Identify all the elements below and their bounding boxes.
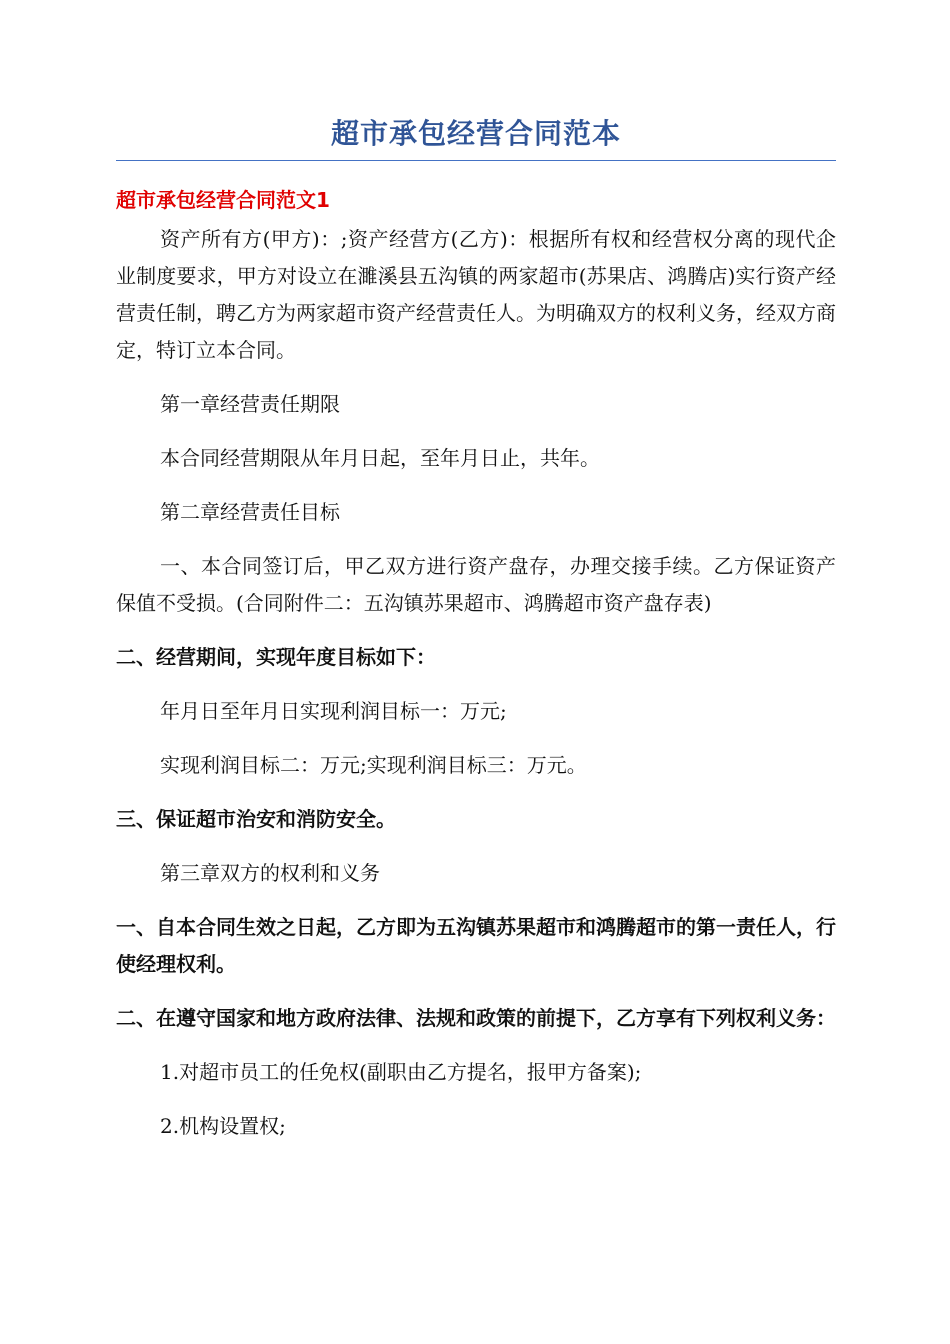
document-page <box>116 112 836 1145</box>
chapter-3-heading: 第三章双方的权利和义务 <box>160 861 380 885</box>
chapter-1-heading: 第一章经营责任期限 <box>160 392 340 416</box>
list-item: 2.机构设置权; <box>160 1114 286 1138</box>
clause-paragraph: 一、本合同签订后，甲乙双方进行资产盘存，办理交接手续。乙方保证资产保值不受损。(合同附件二：五沟镇苏果超市、鸿腾超市资产盘存表) <box>116 554 836 615</box>
preamble-paragraph: 资产所有方(甲方)：;资产经营方(乙方)：根据所有权和经营权分离的现代企业制度要求，甲方对设立在濉溪县五沟镇的两家超市(苏果店、鸿腾店)实行资产经营责任制，聘乙方为两家超市资产经营责任人。为明确双方的权利义务，经双方商定，特订立本合同。 <box>116 227 836 362</box>
target-paragraph: 年月日至年月日实现利润目标一：万元; <box>160 699 507 723</box>
clause-heading: 二、经营期间，实现年度目标如下： <box>116 645 436 669</box>
clause-heading: 三、保证超市治安和消防安全。 <box>116 807 396 831</box>
clause-heading: 二、在遵守国家和地方政府法律、法规和政策的前提下，乙方享有下列权利义务： <box>116 1006 836 1030</box>
term-paragraph: 本合同经营期限从年月日起，至年月日止，共年。 <box>160 446 600 470</box>
section-heading: 超市承包经营合同范文1 <box>116 188 330 212</box>
document-title: 超市承包经营合同范本 <box>116 112 836 161</box>
target-paragraph: 实现利润目标二：万元;实现利润目标三：万元。 <box>160 753 587 777</box>
clause-heading: 一、自本合同生效之日起，乙方即为五沟镇苏果超市和鸿腾超市的第一责任人，行使经理权利。 <box>116 915 836 976</box>
list-item: 1.对超市员工的任免权(副职由乙方提名，报甲方备案); <box>160 1060 642 1084</box>
chapter-2-heading: 第二章经营责任目标 <box>160 500 340 524</box>
